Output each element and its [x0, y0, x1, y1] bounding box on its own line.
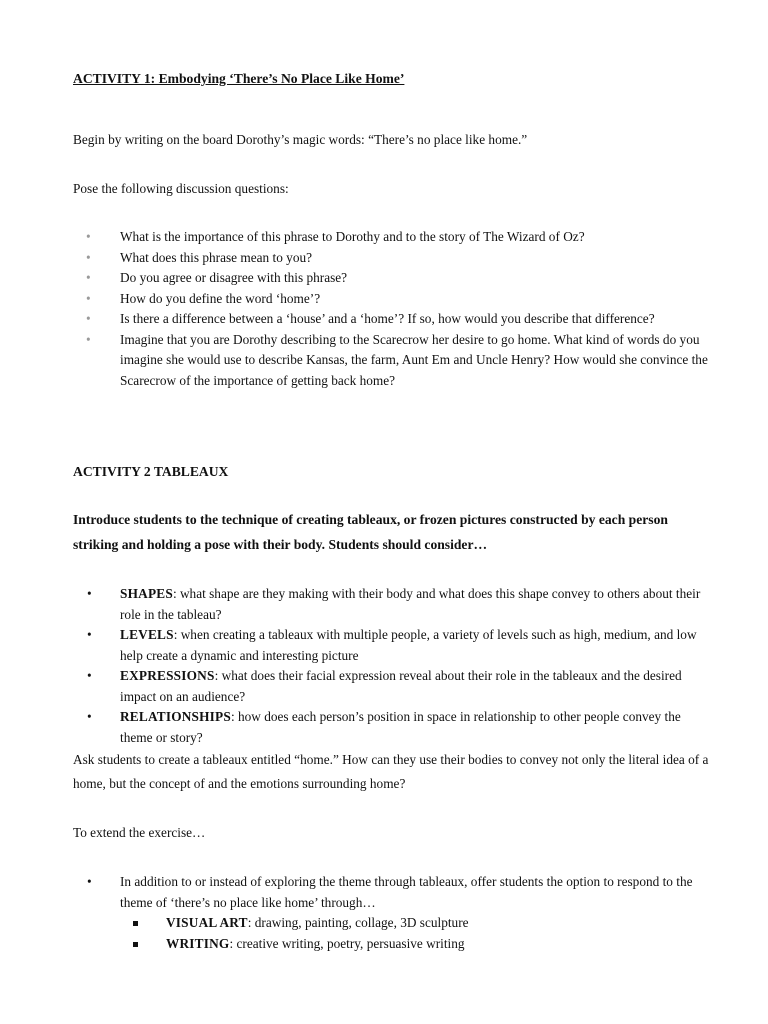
- media-options-list: [166, 913, 706, 954]
- question-text: How do you define the word ‘home’?: [120, 290, 321, 306]
- list-item: [86, 330, 710, 392]
- term-description: : what does their facial expression reveal about their role in the tableaux and the desired impact on an audience?: [120, 668, 682, 704]
- discussion-questions-list: [86, 227, 710, 391]
- term-description: : creative writing, poetry, persuasive writing: [229, 935, 465, 951]
- list-item: [166, 913, 706, 934]
- list-item: [87, 625, 710, 666]
- list-item: [86, 227, 710, 248]
- activity1-title: ACTIVITY 1: Embodying ‘There’s No Place Like Home’: [73, 71, 405, 86]
- list-item: [87, 872, 710, 913]
- term-label: VISUAL ART: [166, 915, 248, 930]
- bullet-icon: •: [86, 331, 91, 347]
- option-text: In addition to or instead of exploring the theme through tableaux, offer students the option to respond to the theme of ‘there’s no place like home’ through…: [120, 874, 693, 910]
- bullet-icon: •: [87, 668, 92, 683]
- list-item: [86, 289, 710, 310]
- activity2-intro: Introduce students to the technique of creating tableaux, or frozen pictures constructed by each person striking and holding a pose with their body. Students should consider…: [73, 512, 668, 552]
- bullet-icon: •: [86, 311, 91, 326]
- term-label: RELATIONSHIPS: [120, 709, 231, 724]
- tableaux-considerations-list: [87, 584, 710, 748]
- question-text: What does this phrase mean to you?: [120, 249, 313, 265]
- list-item: [166, 934, 706, 955]
- term-description: : when creating a tableaux with multiple people, a variety of levels such as high, medium, and low help create a dynamic and interesting picture: [120, 627, 697, 663]
- bullet-icon: •: [87, 586, 92, 601]
- bullet-icon: •: [87, 874, 92, 889]
- term-label: WRITING: [166, 935, 230, 951]
- bullet-icon: •: [86, 270, 91, 285]
- bullet-icon: •: [86, 249, 91, 265]
- term-description: : how does each person’s position in space in relationship to other people convey the theme or story?: [120, 709, 681, 745]
- bullet-icon: •: [86, 229, 91, 244]
- bullet-icon: •: [87, 709, 92, 724]
- list-item: [87, 666, 710, 707]
- question-text: Imagine that you are Dorothy describing to the Scarecrow her desire to go home. What kind of words do you imagine she would use to describe Kansas, the farm, Aunt Em and Uncle Henry? How would she convince the Scarecrow of the importance of getting back home?: [120, 331, 708, 388]
- term-description: : drawing, painting, collage, 3D sculpture: [247, 915, 469, 930]
- list-item: [87, 707, 710, 748]
- list-item: [86, 309, 710, 330]
- bullet-icon: •: [87, 627, 92, 642]
- bullet-icon: •: [86, 290, 91, 306]
- term-description: : what shape are they making with their body and what does this shape convey to others about their role in the tableau?: [120, 586, 701, 622]
- question-text: Is there a difference between a ‘house’ and a ‘home’? If so, how would you describe that difference?: [120, 311, 655, 326]
- activity2-ask: Ask students to create a tableaux entitled “home.” How can they use their bodies to convey not only the literal idea of a home, but the concept of and the emotions surrounding home?: [73, 752, 709, 791]
- term-label: SHAPES: [120, 586, 173, 601]
- term-label: LEVELS: [120, 627, 174, 642]
- activity1-intro: Begin by writing on the board Dorothy’s magic words: “There’s no place like home.”: [73, 132, 528, 147]
- extension-options-list: [87, 872, 710, 913]
- question-text: Do you agree or disagree with this phrase?: [120, 270, 348, 285]
- question-text: What is the importance of this phrase to Dorothy and to the story of The Wizard of Oz?: [120, 229, 585, 244]
- list-item: [86, 268, 710, 289]
- activity2-extend: To extend the exercise…: [73, 825, 206, 840]
- activity1-pose: Pose the following discussion questions:: [73, 181, 289, 196]
- term-label: EXPRESSIONS: [120, 668, 215, 683]
- square-bullet-icon: [133, 942, 138, 947]
- square-bullet-icon: [133, 921, 138, 926]
- list-item: [87, 584, 710, 625]
- activity2-title: ACTIVITY 2 TABLEAUX: [73, 464, 229, 479]
- list-item: [86, 248, 710, 269]
